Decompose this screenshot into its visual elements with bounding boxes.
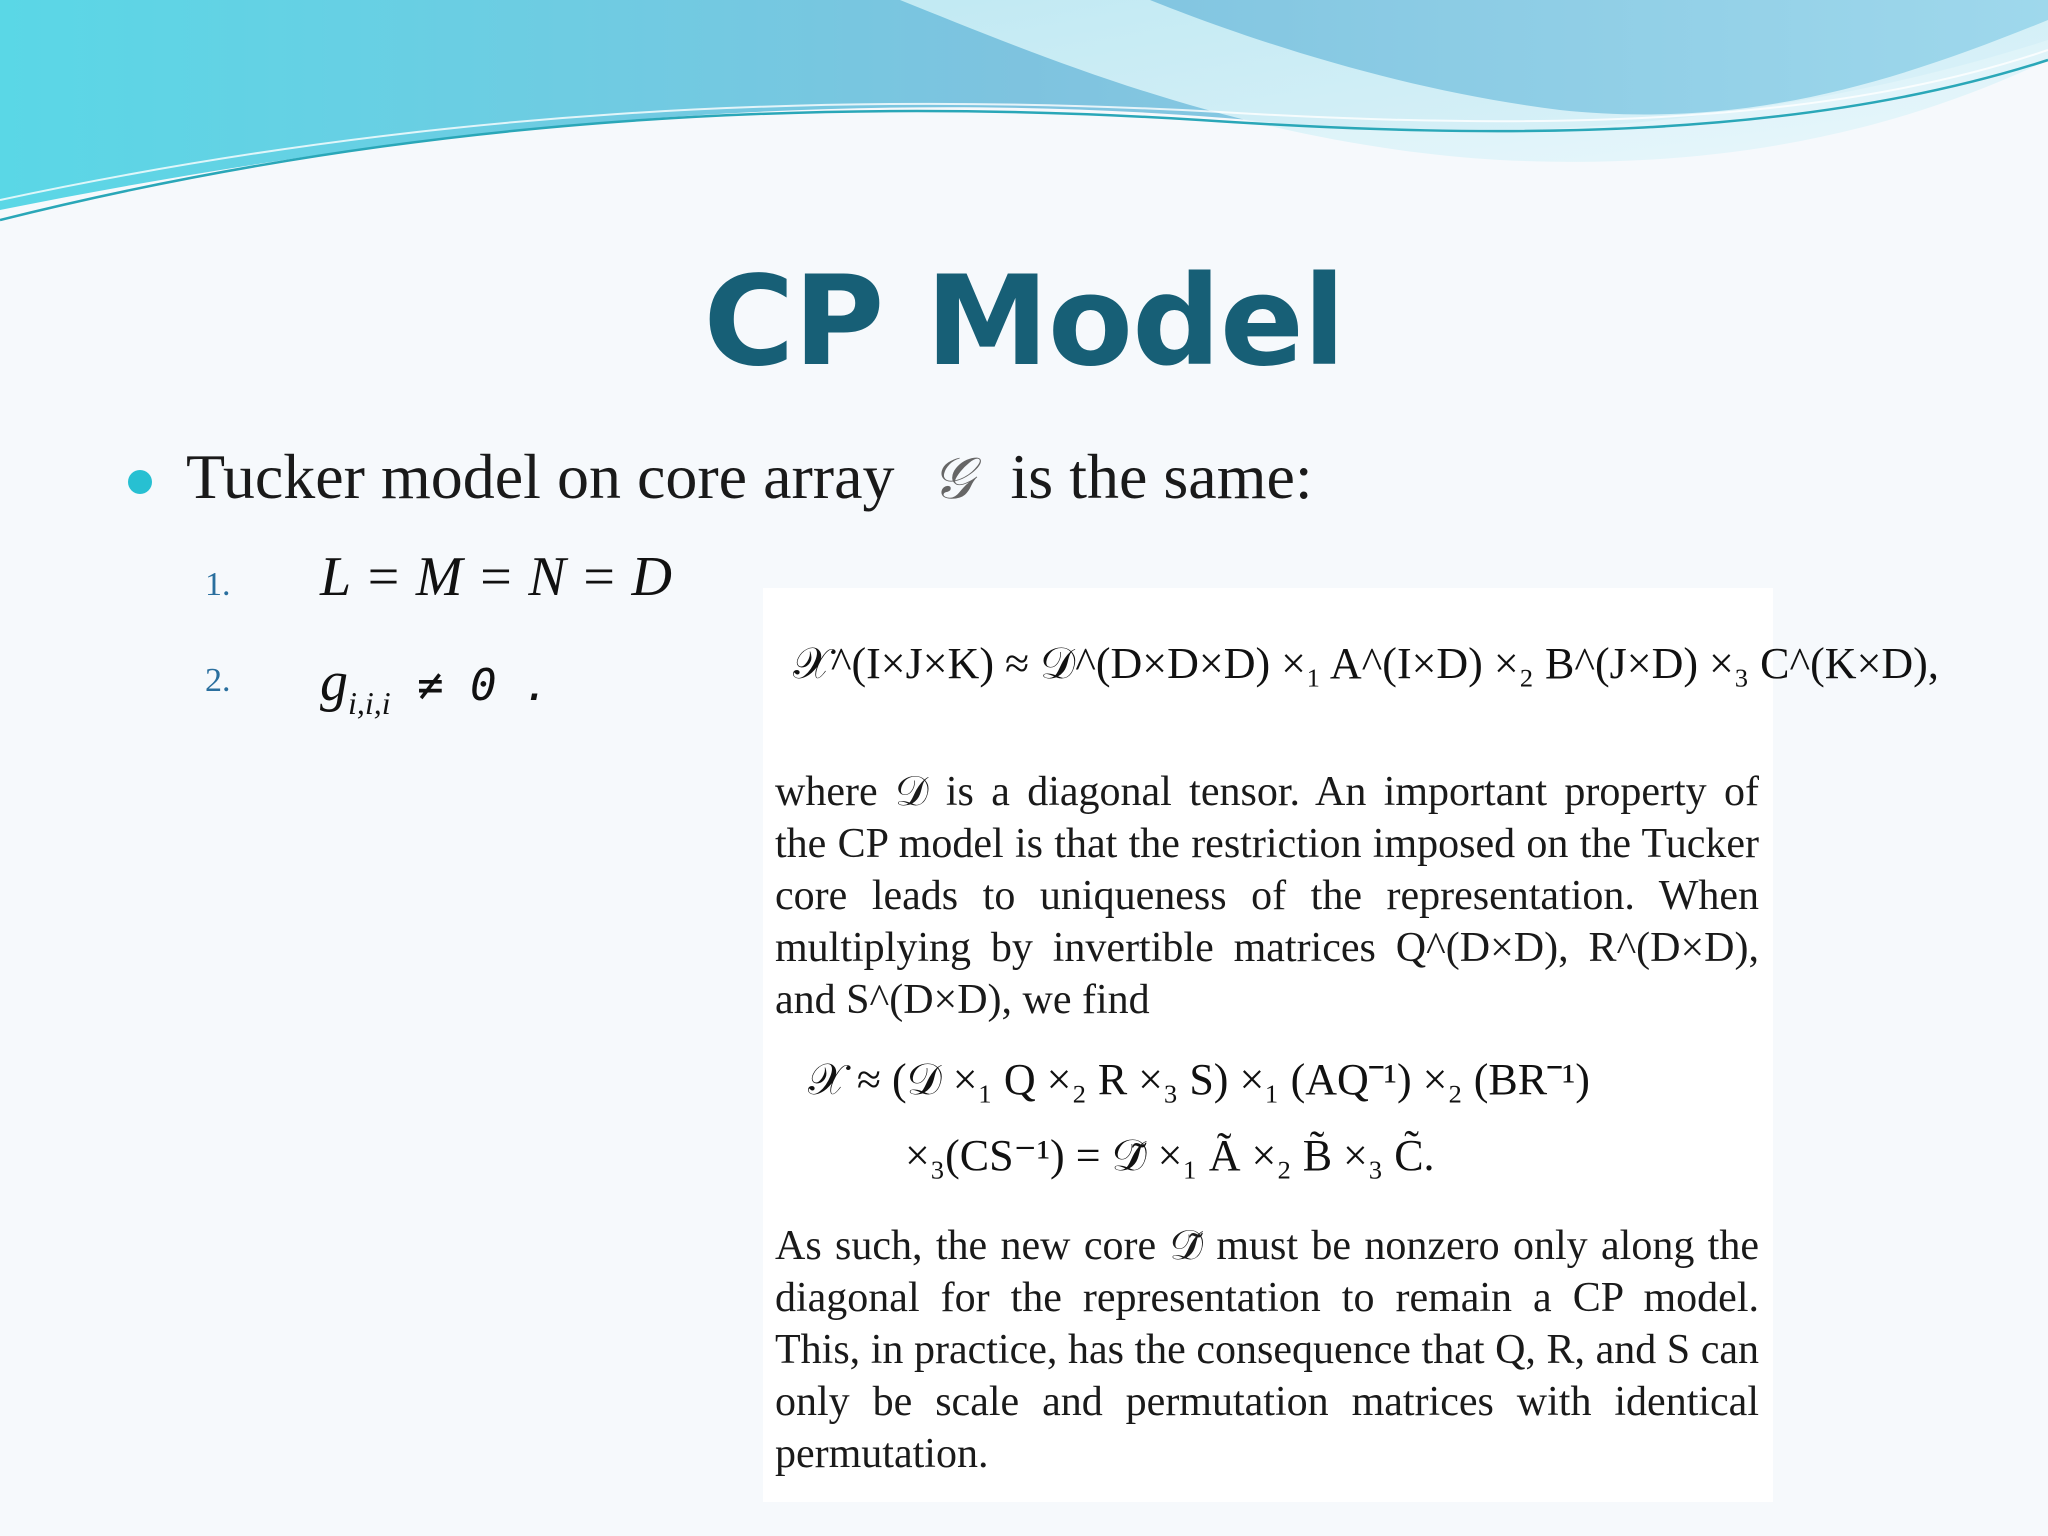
list-item-2-subscript: i,i,i [348,685,391,721]
excerpt-paragraph-2: As such, the new core 𝒟̃ must be nonzero only along the diagonal for the representation to remain a CP model. This, in practice, has the consequence that Q, R, and S can only be scale and permutation matrices with identical permutation. [775,1223,1759,1477]
transform-equation-line-1: 𝒳 ≈ (𝒟 ×₁ Q ×₂ R ×₃ S) ×₁ (AQ⁻¹) ×₂ (BR⁻¹) [808,1055,1590,1104]
list-item-2-math [320,650,550,722]
list-item-2-rest: ≠ 0 . [390,660,550,711]
list-number-2: 2. [205,662,231,699]
slide-title: CP Model [703,250,1345,394]
bullet-text-before: Tucker model on core array [186,441,895,512]
cp-decomposition-equation: 𝒳^(I×J×K) ≈ 𝒟^(D×D×D) ×₁ A^(I×D) ×₂ B^(J×D) ×₃ C^(K×D), [793,639,1939,688]
header-wave-decoration [0,0,2048,240]
bullet-text [186,440,1313,514]
excerpt-paragraph-1: where 𝒟 is a diagonal tensor. An important property of the CP model is that the restriction imposed on the Tucker core leads to uniqueness of the representation. When multiplying by invertible matrices Q^(D×D), R^(D×D), and S^(D×D), we find [775,769,1759,1023]
core-array-symbol: 𝒢 [931,444,974,512]
bullet-dot-icon [128,470,152,494]
book-excerpt-image [763,588,1939,1502]
list-item-2-base: g [320,651,348,713]
transform-equation-line-2: ×₃(CS⁻¹) = 𝒟̃ ×₁ Ã ×₂ B̃ ×₃ C̃. [905,1131,1435,1180]
bullet-text-after: is the same: [1010,441,1313,512]
list-item-1-math: L = M = N = D [320,546,672,608]
list-number-1: 1. [205,566,231,603]
